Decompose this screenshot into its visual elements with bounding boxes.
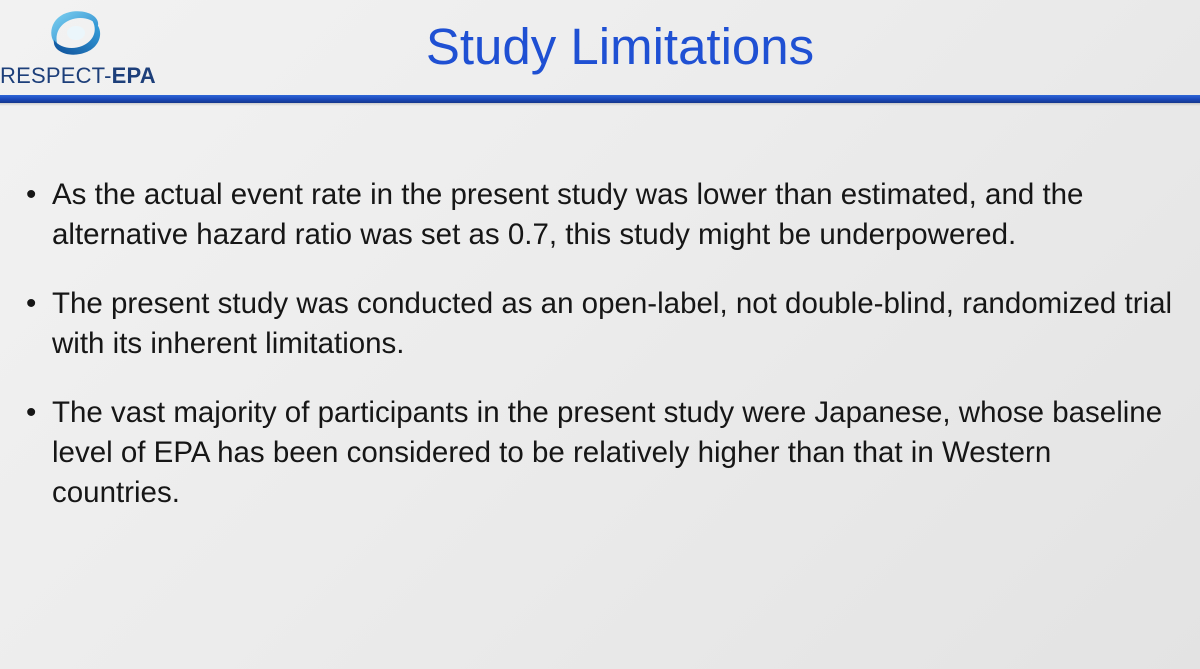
- title-divider-shadow: [0, 103, 1200, 106]
- logo-text-suffix: EPA: [111, 63, 156, 88]
- slide-title: Study Limitations: [425, 18, 815, 75]
- bullet-text: The vast majority of participants in the present study were Japanese, whose baseline level of EPA has been considered to be relatively higher than that in Western countries.: [52, 396, 1163, 509]
- respect-epa-logo: [0, 4, 180, 94]
- bullet-marker: •: [26, 287, 37, 320]
- bullet-item: [26, 284, 1176, 364]
- logo-text-prefix: RESPECT-: [0, 63, 112, 88]
- bullet-marker: •: [26, 396, 37, 429]
- title-divider: [0, 95, 1200, 103]
- bullet-item: [26, 175, 1176, 255]
- bullet-text: The present study was conducted as an open-label, not double-blind, randomized trial with its inherent limitations.: [52, 287, 1173, 360]
- bullet-marker: •: [26, 178, 37, 211]
- respect-epa-swirl-icon: [40, 4, 110, 62]
- bullet-item: [26, 393, 1176, 513]
- bullet-list: [26, 175, 1176, 542]
- bullet-text: As the actual event rate in the present study was lower than estimated, and the alternative hazard ratio was set as 0.7, this study might be underpowered.: [52, 178, 1084, 251]
- logo-text: [0, 64, 156, 88]
